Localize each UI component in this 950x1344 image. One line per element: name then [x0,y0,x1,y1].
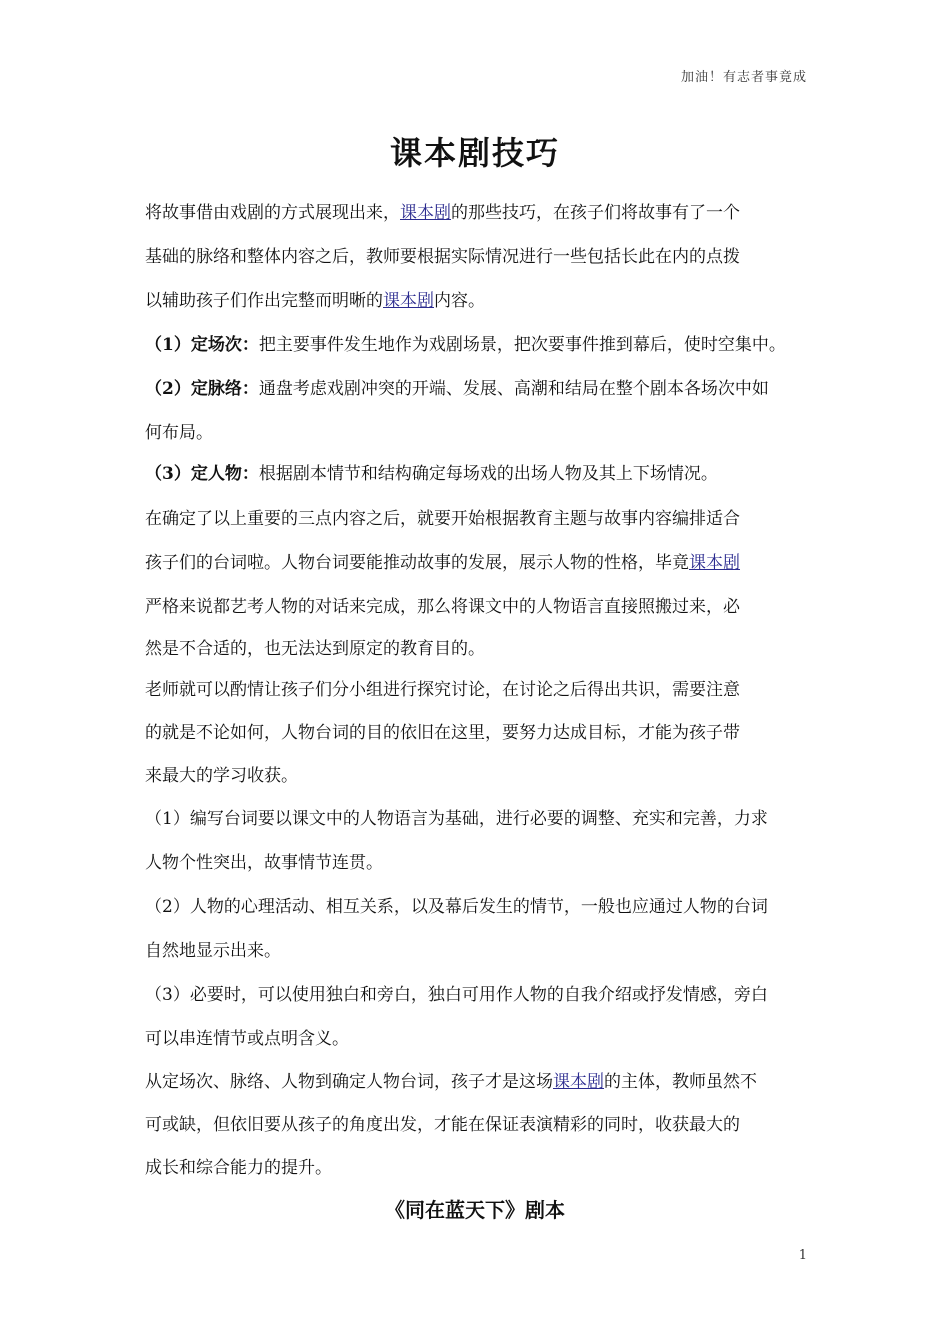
link-kebenju[interactable]: 课本剧 [689,553,740,573]
intro-line-1: 将故事借由戏剧的方式展现出来，课本剧的那些技巧，在孩子们将故事有了一个 [145,203,740,223]
rule-1: （1）编写台词要以课文中的人物语言为基础，进行必要的调整、充实和完善，力求 [145,809,768,829]
para3-line-1: 老师就可以酌情让孩子们分小组进行探究讨论，在讨论之后得出共识，需要注意 [145,680,740,700]
intro-line-2: 基础的脉络和整体内容之后，教师要根据实际情况进行一些包括长此在内的点拨 [145,247,740,267]
step-1-label: （1）定场次： [145,335,259,355]
para2-line-1: 在确定了以上重要的三点内容之后，就要开始根据教育主题与故事内容编排适合 [145,509,740,529]
para2-line-3: 严格来说都艺考人物的对话来完成，那么将课文中的人物语言直接照搬过来，必 [145,597,740,617]
rule-2: （2）人物的心理活动、相互关系，以及幕后发生的情节，一般也应通过人物的台词 [145,897,768,917]
link-kebenju[interactable]: 课本剧 [553,1072,604,1092]
page-title: 课本剧技巧 [389,134,560,172]
step-3: （3）定人物：根据剧本情节和结构确定每场戏的出场人物及其上下场情况。 [145,464,718,484]
intro-line-3: 以辅助孩子们作出完整而明晰的课本剧内容。 [145,291,485,311]
conclusion-line-2: 可或缺，但依旧要从孩子的角度出发，才能在保证表演精彩的同时，收获最大的 [145,1115,740,1135]
rule-3-cont: 可以串连情节或点明含义。 [145,1029,349,1049]
step-2-label: （2）定脉络： [145,379,259,399]
link-kebenju[interactable]: 课本剧 [383,291,434,311]
rule-2-cont: 自然地显示出来。 [145,941,281,961]
para2-line-2: 孩子们的台词啦。人物台词要能推动故事的发展，展示人物的性格，毕竟课本剧 [145,553,740,573]
para2-line-4: 然是不合适的，也无法达到原定的教育目的。 [145,639,485,659]
conclusion-line-1: 从定场次、脉络、人物到确定人物台词，孩子才是这场课本剧的主体，教师虽然不 [145,1072,757,1092]
step-3-label: （3）定人物： [145,464,259,484]
rule-3: （3）必要时，可以使用独白和旁白，独白可用作人物的自我介绍或抒发情感，旁白 [145,985,768,1005]
script-subtitle: 《同在蓝天下》剧本 [385,1198,565,1222]
conclusion-line-3: 成长和综合能力的提升。 [145,1158,332,1178]
step-1: （1）定场次：把主要事件发生地作为戏剧场景，把次要事件推到幕后，使时空集中。 [145,335,786,355]
link-kebenju[interactable]: 课本剧 [400,203,451,223]
para3-line-3: 来最大的学习收获。 [145,766,298,786]
step-2-cont: 何布局。 [145,423,213,443]
step-2: （2）定脉络：通盘考虑戏剧冲突的开端、发展、高潮和结局在整个剧本各场次中如 [145,379,769,399]
rule-1-cont: 人物个性突出，故事情节连贯。 [145,853,383,873]
page-number: 1 [798,1248,807,1263]
para3-line-2: 的就是不论如何，人物台词的目的依旧在这里，要努力达成目标，才能为孩子带 [145,723,740,743]
header-motto: 加油！有志者事竟成 [680,70,807,85]
